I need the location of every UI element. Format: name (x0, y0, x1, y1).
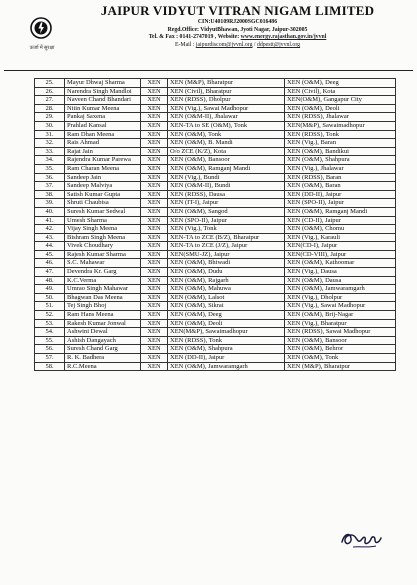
table-row (35, 336, 396, 345)
present-posting: XEN-TA to ZCE (B/Z), Bharatpur (168, 233, 285, 242)
designation: XEN (141, 354, 168, 363)
present-posting: XEN (DD-II), Jaipur (168, 354, 285, 363)
transfer-table (34, 78, 396, 371)
designation: XEN (141, 79, 168, 88)
officer-name: Rakesh Kumar Jonwal (65, 319, 141, 328)
table-row (35, 311, 396, 320)
serial-number: 47. (35, 268, 65, 277)
new-posting: XEN (RDSS), Baran (285, 173, 396, 182)
officer-name: Bishram Singh Meena (65, 233, 141, 242)
table-row (35, 250, 396, 259)
designation: XEN (141, 225, 168, 234)
new-posting: XEN (Vig.), Dholpur (285, 293, 396, 302)
officer-name: Ram Hans Meena (65, 311, 141, 320)
new-posting: XEN(CD-VIII), Jaipur (285, 250, 396, 259)
designation: XEN (141, 319, 168, 328)
designation: XEN (141, 250, 168, 259)
serial-number: 52. (35, 311, 65, 320)
designation: XEN (141, 362, 168, 371)
officer-name: R. K. Badhera (65, 354, 141, 363)
present-posting: XEN (Vig.), Tonk (168, 225, 285, 234)
new-posting: XEN (O&M), Kathoomar (285, 259, 396, 268)
designation: XEN (141, 190, 168, 199)
new-posting: XEN(CD-I), Jaipur (285, 242, 396, 251)
present-posting: XEN (M&P), Bharatpur (168, 79, 285, 88)
table-row (35, 207, 396, 216)
designation: XEN (141, 156, 168, 165)
table-row (35, 242, 396, 251)
officer-name: Suresh Kumar Sedwal (65, 207, 141, 216)
present-posting: XEN (O&M), Deeg (168, 311, 285, 320)
contact-line (60, 34, 415, 42)
designation: XEN (141, 199, 168, 208)
officer-name: Nitin Kumar Meena (65, 104, 141, 113)
designation: XEN (141, 87, 168, 96)
serial-number: 29. (35, 113, 65, 122)
serial-number: 42. (35, 225, 65, 234)
new-posting: XEN (Vig.), Bharatpur (285, 319, 396, 328)
new-posting: XEN (O&M), Bandikui (285, 147, 396, 156)
designation: XEN (141, 147, 168, 156)
email-label: E-Mail : (174, 41, 196, 48)
officer-name: Sandeep Jain (65, 173, 141, 182)
designation: XEN (141, 96, 168, 105)
table-row (35, 130, 396, 139)
designation: XEN (141, 336, 168, 345)
serial-number: 56. (35, 345, 65, 354)
cin-number: CIN:U40109RJ2000SGC016486 (197, 19, 278, 25)
designation: XEN (141, 259, 168, 268)
designation: XEN (141, 173, 168, 182)
officer-name: Ashish Dangayach (65, 336, 141, 345)
new-posting: XEN (RDSS), Sawai Madhopur (285, 328, 396, 337)
present-posting: XEN-TA to ZCE (J/Z), Jaipur (168, 242, 285, 251)
present-posting: XEN (O&M-II), Jhalawar (168, 113, 285, 122)
table-row (35, 96, 396, 105)
tel-label: Tel. & Fax : 0141-2747019 , Website: (148, 34, 241, 41)
table-row (35, 225, 396, 234)
serial-number: 53. (35, 319, 65, 328)
designation: XEN (141, 121, 168, 130)
new-posting: XEN (O&M), Brij-Nagar (285, 311, 396, 320)
company-logo-icon (30, 17, 52, 39)
present-posting: XEN (O&M), B. Mandi (168, 139, 285, 148)
serial-number: 37. (35, 182, 65, 191)
present-posting: XEN (O&M), Deoli (168, 319, 285, 328)
designation: XEN (141, 276, 168, 285)
website-link[interactable]: www.energy.rajasthan.gov.in/jvvnl (240, 34, 327, 41)
new-posting: XEN (SPO-II), Jaipur (285, 199, 396, 208)
officer-name: Rajat Jain (65, 147, 141, 156)
new-posting: XEN (O&M), Dausa (285, 276, 396, 285)
serial-number: 51. (35, 302, 65, 311)
present-posting: XEN (Civil), Bharatpur (168, 87, 285, 96)
present-posting: XEN (O&M), Lalsot (168, 293, 285, 302)
serial-number: 27. (35, 96, 65, 105)
officer-name: Pankaj Saxena (65, 113, 141, 122)
serial-number: 34. (35, 156, 65, 165)
new-posting: XEN (Vig.), Karauli (285, 233, 396, 242)
logo-caption: ऊर्जा में सुरक्षा (29, 46, 55, 51)
registered-office: Regd.Office: VidyutBhawan, Jyoti Nagar, Jaipur-302005 (167, 26, 308, 33)
new-posting: XEN (O&M), Chomu (285, 225, 396, 234)
new-posting: XEN (Vig.), Sawai Madhopur (285, 302, 396, 311)
designation: XEN (141, 182, 168, 191)
serial-number: 25. (35, 79, 65, 88)
new-posting: XEN (O&M), Bansoor (285, 336, 396, 345)
officer-name: Tej Singh Bhoj (65, 302, 141, 311)
present-posting: XEN-TA to SE (O&M), Tonk (168, 121, 285, 130)
officer-name: Prahlad Kansal (65, 121, 141, 130)
table-row (35, 173, 396, 182)
designation: XEN (141, 285, 168, 294)
organisation-block (60, 3, 415, 49)
table-row (35, 156, 396, 165)
new-posting: XEN (Vig.), Jhalawar (285, 164, 396, 173)
serial-number: 32. (35, 139, 65, 148)
table-row (35, 87, 396, 96)
present-posting: XEN(SMU-JZ), Jaipur (168, 250, 285, 259)
new-posting: XEN (DD-II), Jaipur (285, 190, 396, 199)
present-posting: XEN (RDSS), Dausa (168, 190, 285, 199)
officer-name: Suresh Chand Garg (65, 345, 141, 354)
serial-number: 35. (35, 164, 65, 173)
new-posting: XEN (O&M), Tonk (285, 354, 396, 363)
serial-number: 57. (35, 354, 65, 363)
new-posting: XEN (O&M), Deeg (285, 79, 396, 88)
new-posting: XEN (Vig.), Baran (285, 139, 396, 148)
serial-number: 36. (35, 173, 65, 182)
table-row (35, 302, 396, 311)
present-posting: XEN (O&M), Dudu (168, 268, 285, 277)
table-row (35, 104, 396, 113)
new-posting: XEN (O&M), Behror (285, 345, 396, 354)
table-row (35, 285, 396, 294)
serial-number: 38. (35, 190, 65, 199)
new-posting: XEN (RDSS), Jhalawar (285, 113, 396, 122)
email-line (60, 42, 415, 50)
officer-name: Rajesh Kumar Sharma (65, 250, 141, 259)
officer-name: Ram Dhan Meena (65, 130, 141, 139)
officer-name: Ashwini Dewal (65, 328, 141, 337)
serial-number: 49. (35, 285, 65, 294)
present-posting: XEN (O&M), Shahpura (168, 345, 285, 354)
present-posting: XEN (O&M), Ramganj Mandi (168, 164, 285, 173)
table-row (35, 319, 396, 328)
serial-number: 50. (35, 293, 65, 302)
present-posting: XEN (O&M), Bhiwadi (168, 259, 285, 268)
designation: XEN (141, 130, 168, 139)
table-row (35, 199, 396, 208)
table-row (35, 164, 396, 173)
designation: XEN (141, 302, 168, 311)
table-row (35, 259, 396, 268)
present-posting: XEN (O&M), Jamwaramgarh (168, 362, 285, 371)
officer-name: Shruti Chaubisa (65, 199, 141, 208)
present-posting: XEN (O&M), Tonk (168, 130, 285, 139)
new-posting: XEN(M&P), Sawaimadhopur (285, 121, 396, 130)
new-posting: XEN (Civil), Kota (285, 87, 396, 96)
table-row (35, 328, 396, 337)
present-posting: XEN(M&P), Sawaimadhopur (168, 328, 285, 337)
header-divider (4, 70, 413, 71)
serial-number: 48. (35, 276, 65, 285)
serial-number: 31. (35, 130, 65, 139)
table-row (35, 113, 396, 122)
officer-name: K.C.Verma (65, 276, 141, 285)
new-posting: XEN (M&P), Bharatpur (285, 362, 396, 371)
officer-name: Rais Ahmad (65, 139, 141, 148)
designation: XEN (141, 216, 168, 225)
designation: XEN (141, 139, 168, 148)
designation: XEN (141, 207, 168, 216)
officer-name: R.C.Meena (65, 362, 141, 371)
serial-number: 45. (35, 250, 65, 259)
designation: XEN (141, 268, 168, 277)
new-posting: XEN (O&M), Baran (285, 182, 396, 191)
serial-number: 58. (35, 362, 65, 371)
officer-name: Devendra Kr. Garg (65, 268, 141, 277)
table-row (35, 216, 396, 225)
serial-number: 39. (35, 199, 65, 208)
table-row (35, 345, 396, 354)
designation: XEN (141, 293, 168, 302)
email-link-1[interactable]: jaipurdiscom@jvvnl.org (195, 41, 253, 48)
officer-name: Bhagwan Das Meena (65, 293, 141, 302)
present-posting: O/o ZCE (K/Z), Kota (168, 147, 285, 156)
table-row (35, 293, 396, 302)
designation: XEN (141, 328, 168, 337)
designation: XEN (141, 242, 168, 251)
present-posting: XEN (RDSS), Dholpur (168, 96, 285, 105)
organisation-name: JAIPUR VIDYUT VITRAN NIGAM LIMITED (100, 3, 375, 18)
new-posting: XEN (O&M), Deoli (285, 104, 396, 113)
officer-name: Narendra Singh Mandloi (65, 87, 141, 96)
present-posting: XEN (IT-I), Jaipur (168, 199, 285, 208)
present-posting: XEN (O&M), Sangod (168, 207, 285, 216)
signature-icon (338, 526, 384, 552)
letterhead (0, 0, 417, 82)
officer-name: Vijay Singh Meena (65, 225, 141, 234)
officer-name: Ram Charan Meena (65, 164, 141, 173)
new-posting: XEN (O&M), Jamwaramgarh (285, 285, 396, 294)
table-row (35, 121, 396, 130)
serial-number: 43. (35, 233, 65, 242)
new-posting: XEN (O&M), Ramganj Mandi (285, 207, 396, 216)
officer-name: Satish Kumar Gupta (65, 190, 141, 199)
officer-name: Vivek Choudhary (65, 242, 141, 251)
email-separator: / (252, 41, 257, 48)
serial-number: 30. (35, 121, 65, 130)
new-posting: XEN (RDSS), Tonk (285, 130, 396, 139)
new-posting: XEN(O&M), Gangapur City (285, 96, 396, 105)
designation: XEN (141, 345, 168, 354)
present-posting: XEN (O&M), Sikrai (168, 302, 285, 311)
table-row (35, 190, 396, 199)
table-row (35, 362, 396, 371)
officer-name: Umesh Sharma (65, 216, 141, 225)
present-posting: XEN (SPO-II), Jaipur (168, 216, 285, 225)
new-posting: XEN (O&M), Shahpura (285, 156, 396, 165)
designation: XEN (141, 164, 168, 173)
email-link-2[interactable]: ddpestt@jvvnl.org (256, 41, 301, 48)
present-posting: XEN (O&M), Mahuwa (168, 285, 285, 294)
table-row (35, 182, 396, 191)
present-posting: XEN (Vig.), Sawai Madhopur (168, 104, 285, 113)
serial-number: 41. (35, 216, 65, 225)
serial-number: 26. (35, 87, 65, 96)
table-row (35, 268, 396, 277)
officer-name: Rajendra Kumar Parewa (65, 156, 141, 165)
table-row (35, 79, 396, 88)
serial-number: 28. (35, 104, 65, 113)
table-row (35, 354, 396, 363)
table-row (35, 139, 396, 148)
serial-number: 33. (35, 147, 65, 156)
officer-name: Mayur Dhwaj Sharma (65, 79, 141, 88)
officer-name: Umrao Singh Mahawar (65, 285, 141, 294)
serial-number: 44. (35, 242, 65, 251)
designation: XEN (141, 311, 168, 320)
new-posting: XEN (Vig.), Dausa (285, 268, 396, 277)
officer-name: Naveen Chand Bhandari (65, 96, 141, 105)
serial-number: 40. (35, 207, 65, 216)
present-posting: XEN (O&M), Rajgarh (168, 276, 285, 285)
officer-name: S.C. Mahawar (65, 259, 141, 268)
officer-name: Sandeep Malviya (65, 182, 141, 191)
present-posting: XEN (Vig.), Bundi (168, 173, 285, 182)
new-posting: XEN (CD-II), Jaipur (285, 216, 396, 225)
serial-number: 54. (35, 328, 65, 337)
serial-number: 46. (35, 259, 65, 268)
serial-number: 55. (35, 336, 65, 345)
table-row (35, 147, 396, 156)
present-posting: XEN (O&M), Bansoor (168, 156, 285, 165)
designation: XEN (141, 113, 168, 122)
designation: XEN (141, 233, 168, 242)
transfer-table-body (35, 79, 396, 371)
table-row (35, 276, 396, 285)
table-row (35, 233, 396, 242)
present-posting: XEN (O&M-II), Bundi (168, 182, 285, 191)
designation: XEN (141, 104, 168, 113)
present-posting: XEN (RDSS), Tonk (168, 336, 285, 345)
